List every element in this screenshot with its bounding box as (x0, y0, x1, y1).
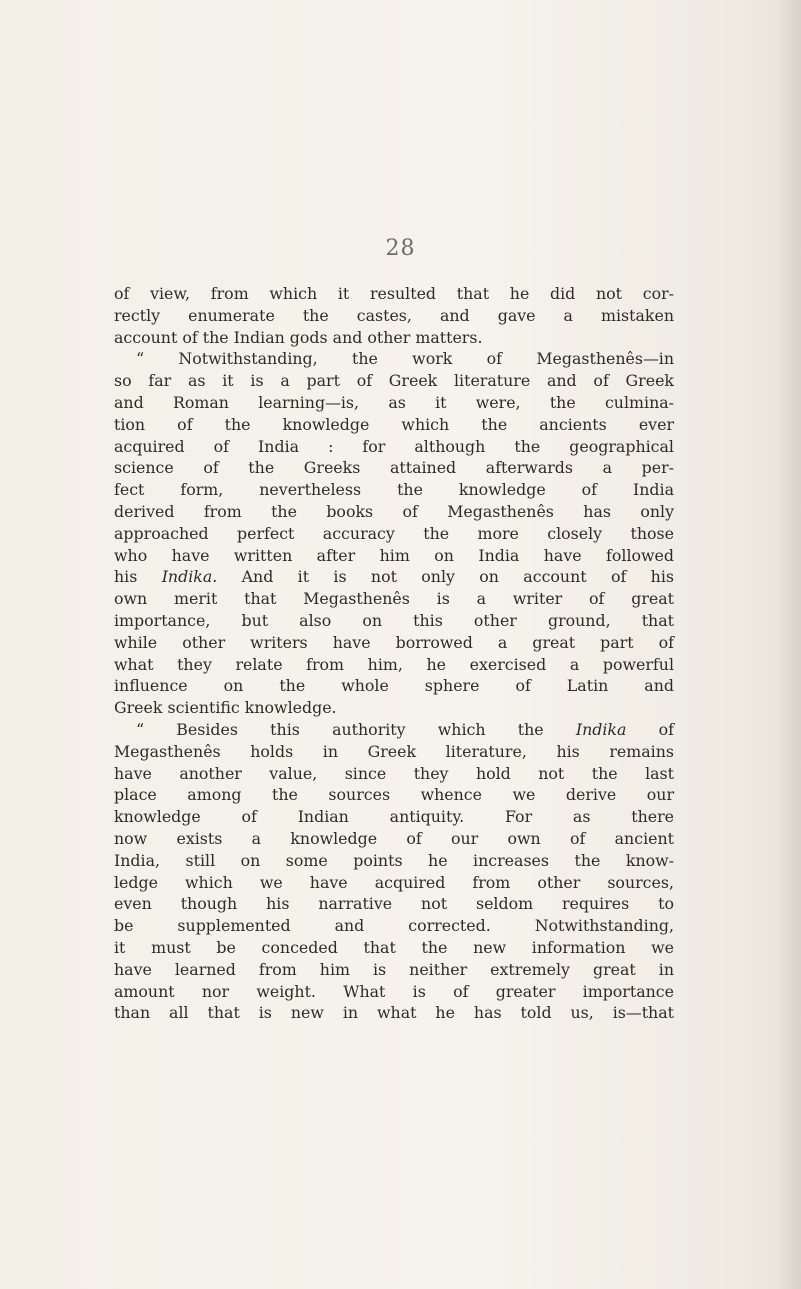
text-line: have learned from him is neither extremely great in (114, 959, 674, 979)
text-line: acquired of India : for although the geographical (114, 436, 674, 456)
text-segment: And it is not only on account of his (217, 567, 674, 587)
text-segment: “ Besides this authority which the (136, 719, 576, 739)
text-line: it must be conceded that the new information we (114, 937, 674, 957)
text-line: own merit that Megasthenês is a writer of great (114, 589, 674, 609)
italic-title: Indika (575, 719, 627, 739)
text-line: than all that is new in what he has told us, is—that (114, 1003, 674, 1023)
text-line: science of the Greeks attained afterwards a per- (114, 458, 674, 478)
text-line: Greek scientific knowledge. (114, 698, 337, 718)
text-line: India, still on some points he increases the know- (114, 850, 674, 870)
page-edge-shadow (777, 0, 801, 1289)
text-line: and Roman learning—is, as it were, the culmina- (114, 392, 674, 412)
text-line: Megasthenês holds in Greek literature, his remains (114, 741, 674, 761)
text-line (114, 566, 674, 588)
text-line: amount nor weight. What is of greater importance (114, 981, 674, 1001)
text-line: while other writers have borrowed a great part of (114, 632, 674, 652)
body-text (114, 283, 674, 1024)
italic-title: Indika. (161, 567, 218, 587)
text-line: “ Notwithstanding, the work of Megasthenês—in (136, 349, 674, 369)
text-line: what they relate from him, he exercised a powerful (114, 654, 674, 674)
text-line: influence on the whole sphere of Latin and (114, 676, 674, 696)
text-line: who have written after him on India have followed (114, 545, 674, 565)
text-line: now exists a knowledge of our own of ancient (114, 828, 674, 848)
text-line (114, 719, 674, 741)
text-line: ledge which we have acquired from other sources, (114, 872, 674, 892)
text-line: rectly enumerate the castes, and gave a mistaken (114, 305, 674, 325)
text-line: derived from the books of Megasthenês has only (114, 501, 674, 521)
text-line: place among the sources whence we derive our (114, 785, 674, 805)
text-line: tion of the knowledge which the ancients ever (114, 414, 674, 434)
text-segment: of (626, 719, 674, 739)
text-line: fect form, nevertheless the knowledge of India (114, 480, 674, 500)
text-line: have another value, since they hold not the last (114, 763, 674, 783)
text-line: importance, but also on this other ground, that (114, 610, 674, 630)
text-line: even though his narrative not seldom requires to (114, 894, 674, 914)
text-line: account of the Indian gods and other matters. (114, 327, 483, 347)
page-number: 28 (385, 236, 416, 261)
text-line: approached perfect accuracy the more closely those (114, 523, 674, 543)
text-line: be supplemented and corrected. Notwithstanding, (114, 916, 674, 936)
text-line: of view, from which it resulted that he did not cor- (114, 284, 674, 303)
text-segment: his (114, 567, 162, 587)
text-line: knowledge of Indian antiquity. For as there (114, 807, 674, 827)
text-line: so far as it is a part of Greek literature and of Greek (114, 371, 674, 391)
